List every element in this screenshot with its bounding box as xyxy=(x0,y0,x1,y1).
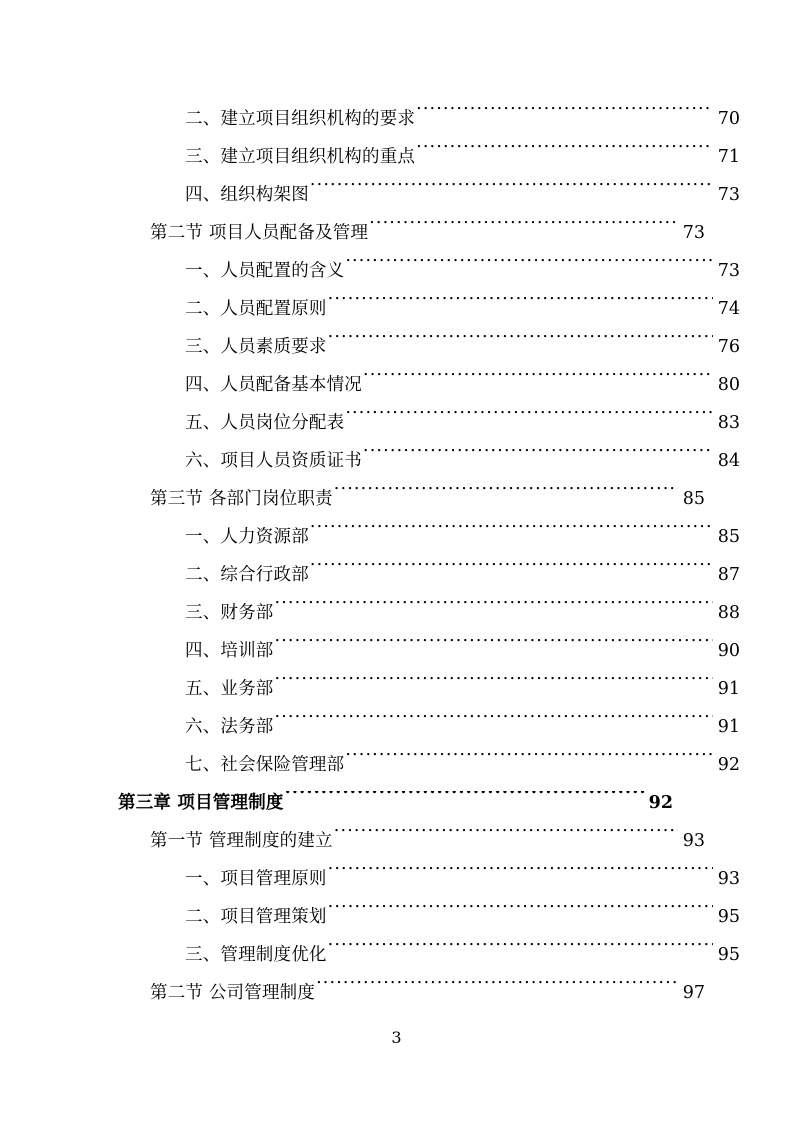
toc-entry[interactable] xyxy=(118,556,740,594)
toc-entry-page-number: 73 xyxy=(717,185,740,205)
toc-dot-leader xyxy=(416,145,713,163)
toc-entry-title: 四、组织构架图 xyxy=(185,185,309,205)
toc-entry[interactable] xyxy=(118,480,705,518)
toc-dot-leader xyxy=(275,677,714,695)
toc-dot-leader xyxy=(285,791,646,809)
toc-dot-leader xyxy=(275,601,714,619)
toc-entry-title: 二、项目管理策划 xyxy=(185,907,327,927)
toc-entry-title: 第二节 项目人员配备及管理 xyxy=(150,223,369,243)
toc-entry-title: 第三节 各部门岗位职责 xyxy=(150,489,333,509)
toc-entry[interactable] xyxy=(118,708,740,746)
page-number-folio: 3 xyxy=(391,1028,402,1047)
toc-entry-title: 二、人员配置原则 xyxy=(185,299,327,319)
toc-entry-page-number: 93 xyxy=(717,869,740,889)
toc-entry-page-number: 91 xyxy=(717,679,740,699)
toc-entry-page-number: 76 xyxy=(717,337,740,357)
toc-entry[interactable] xyxy=(118,632,740,670)
toc-dot-leader xyxy=(328,297,713,315)
toc-entry[interactable] xyxy=(118,252,740,290)
toc-entry-title: 二、建立项目组织机构的要求 xyxy=(185,109,416,129)
toc-dot-leader xyxy=(310,183,713,201)
toc-entry-title: 一、人员配置的含义 xyxy=(185,261,345,281)
toc-entry-title: 一、人力资源部 xyxy=(185,527,309,547)
toc-entry-page-number: 73 xyxy=(682,223,705,243)
toc-entry[interactable] xyxy=(118,898,740,936)
toc-entry-title: 第二节 公司管理制度 xyxy=(150,983,316,1003)
toc-entry[interactable] xyxy=(118,936,740,974)
toc-entry[interactable] xyxy=(118,214,705,252)
toc-entry-page-number: 95 xyxy=(717,945,740,965)
toc-dot-leader xyxy=(416,107,713,125)
toc-entry-title: 五、人员岗位分配表 xyxy=(185,413,345,433)
toc-entry[interactable] xyxy=(118,670,740,708)
toc-dot-leader xyxy=(328,943,713,961)
toc-entry-page-number: 97 xyxy=(682,983,705,1003)
toc-entry-page-number: 71 xyxy=(717,147,740,167)
toc-entry-title: 三、管理制度优化 xyxy=(185,945,327,965)
toc-dot-leader xyxy=(363,449,713,467)
toc-dot-leader xyxy=(345,259,713,277)
toc-dot-leader xyxy=(363,373,713,391)
table-of-contents-list xyxy=(118,100,740,1012)
toc-entry-title: 五、业务部 xyxy=(185,679,274,699)
toc-entry-page-number: 70 xyxy=(717,109,740,129)
toc-entry-page-number: 95 xyxy=(717,907,740,927)
toc-entry-title: 第三章 项目管理制度 xyxy=(118,793,284,813)
toc-entry[interactable] xyxy=(118,138,740,176)
toc-entry-page-number: 85 xyxy=(682,489,705,509)
toc-entry[interactable] xyxy=(118,176,740,214)
toc-entry-page-number: 85 xyxy=(717,527,740,547)
toc-entry[interactable] xyxy=(118,784,673,822)
toc-entry[interactable] xyxy=(118,594,740,632)
toc-entry-page-number: 74 xyxy=(717,299,740,319)
toc-dot-leader xyxy=(328,905,713,923)
toc-dot-leader xyxy=(316,981,678,999)
toc-dot-leader xyxy=(310,563,713,581)
toc-entry-title: 四、培训部 xyxy=(185,641,274,661)
toc-dot-leader xyxy=(275,715,714,733)
toc-dot-leader xyxy=(275,639,714,657)
toc-dot-leader xyxy=(328,867,713,885)
toc-entry-page-number: 84 xyxy=(717,451,740,471)
toc-entry[interactable] xyxy=(118,404,740,442)
toc-entry-page-number: 87 xyxy=(717,565,740,585)
toc-entry-page-number: 80 xyxy=(717,375,740,395)
toc-entry[interactable] xyxy=(118,328,740,366)
toc-entry[interactable] xyxy=(118,974,705,1012)
toc-entry-page-number: 83 xyxy=(717,413,740,433)
toc-entry-page-number: 90 xyxy=(717,641,740,661)
toc-dot-leader xyxy=(334,487,678,505)
toc-entry-title: 四、人员配备基本情况 xyxy=(185,375,362,395)
toc-entry[interactable] xyxy=(118,518,740,556)
toc-entry-page-number: 88 xyxy=(717,603,740,623)
toc-entry-title: 一、项目管理原则 xyxy=(185,869,327,889)
toc-dot-leader xyxy=(328,335,713,353)
toc-entry-title: 六、项目人员资质证书 xyxy=(185,451,362,471)
toc-entry[interactable] xyxy=(118,822,705,860)
toc-entry-page-number: 91 xyxy=(717,717,740,737)
toc-entry[interactable] xyxy=(118,860,740,898)
toc-entry-title: 三、财务部 xyxy=(185,603,274,623)
toc-entry-page-number: 73 xyxy=(717,261,740,281)
toc-entry-title: 二、综合行政部 xyxy=(185,565,309,585)
toc-entry-title: 三、建立项目组织机构的重点 xyxy=(185,147,416,167)
toc-entry[interactable] xyxy=(118,442,740,480)
toc-entry-title: 第一节 管理制度的建立 xyxy=(150,831,333,851)
toc-entry-title: 三、人员素质要求 xyxy=(185,337,327,357)
toc-dot-leader xyxy=(310,525,713,543)
toc-dot-leader xyxy=(334,829,678,847)
toc-entry-page-number: 92 xyxy=(648,793,673,813)
toc-entry-page-number: 93 xyxy=(682,831,705,851)
toc-entry-page-number: 92 xyxy=(717,755,740,775)
toc-entry-title: 六、法务部 xyxy=(185,717,274,737)
toc-entry-title: 七、社会保险管理部 xyxy=(185,755,345,775)
toc-dot-leader xyxy=(345,411,713,429)
toc-dot-leader xyxy=(345,753,713,771)
toc-entry[interactable] xyxy=(118,366,740,404)
toc-dot-leader xyxy=(369,221,678,239)
toc-entry[interactable] xyxy=(118,290,740,328)
toc-entry[interactable] xyxy=(118,746,740,784)
toc-entry[interactable] xyxy=(118,100,740,138)
